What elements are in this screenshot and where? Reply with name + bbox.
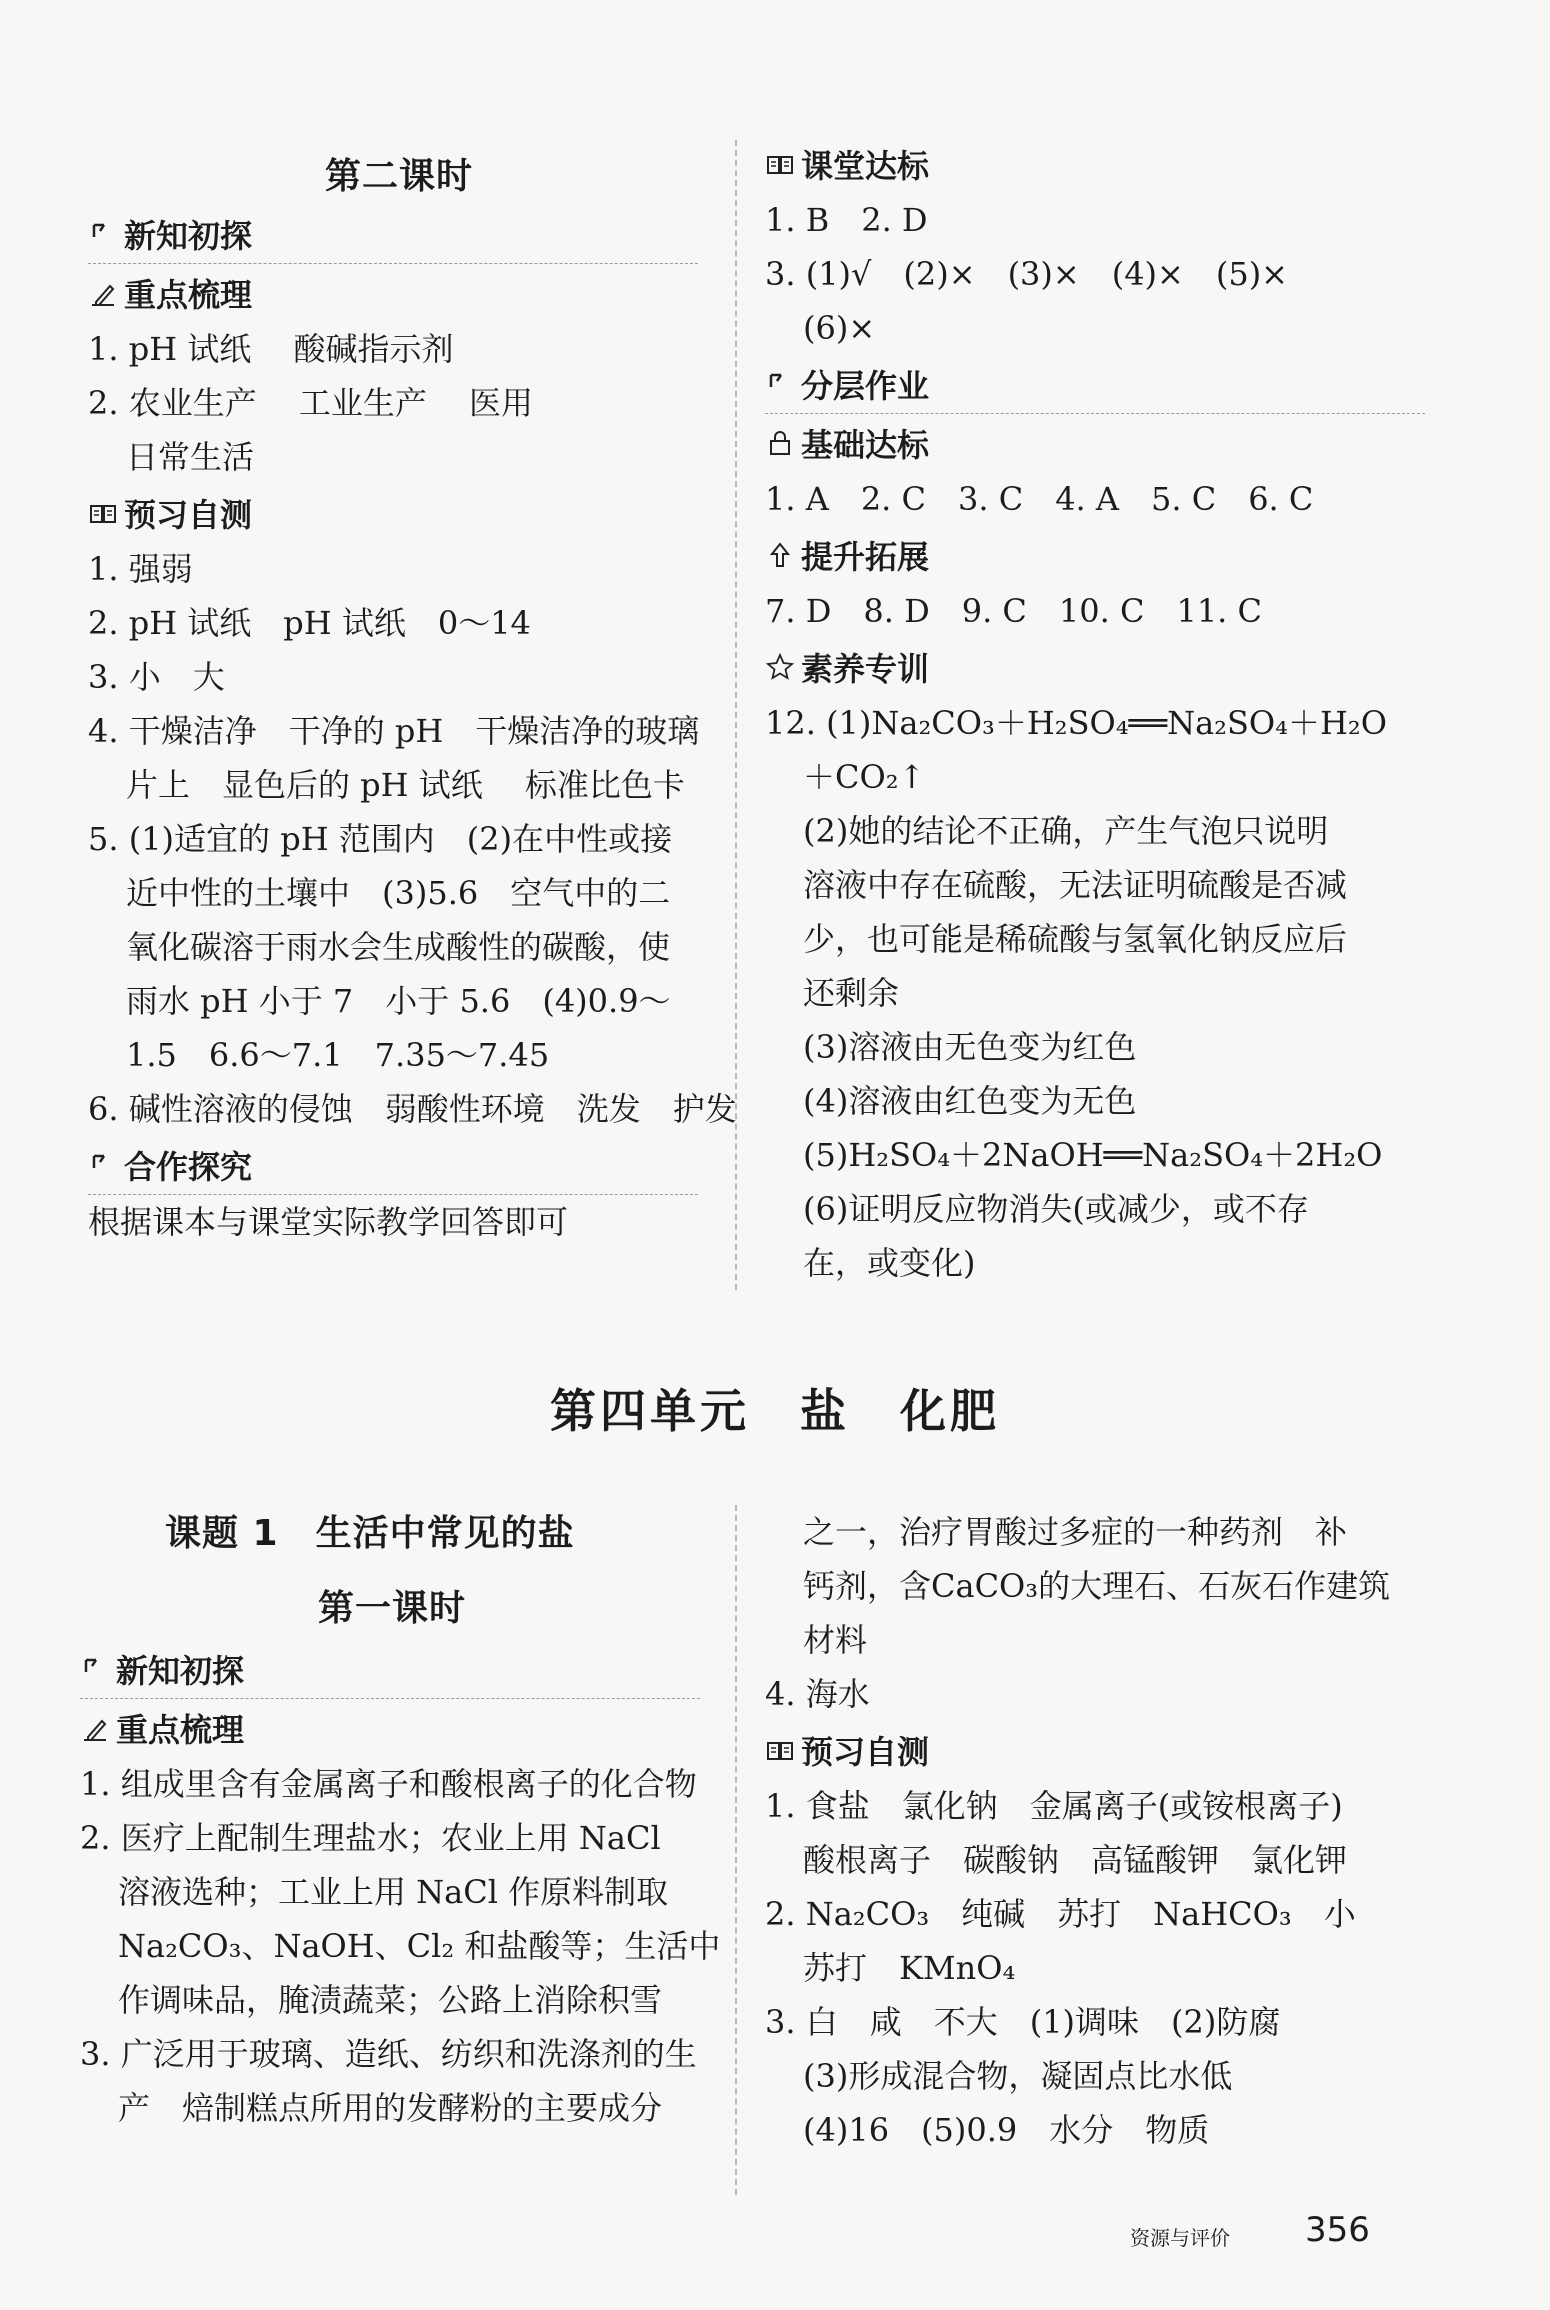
unit-title: 第四单元 盐 化肥 [550,1384,1000,1438]
yx-line: 3. 小 大 [88,658,225,696]
yx-line: 1. 强弱 [88,550,193,588]
upper-right-column [765,135,1425,1290]
hezuo-answer: 根据课本与课堂实际教学回答即可 [88,1203,569,1241]
section-zhongdian: 重点梳理 [80,1699,700,1757]
sy-line: (6)证明反应物消失(或减少，或不存 [803,1190,1309,1228]
section-zhongdian: 重点梳理 [88,264,698,322]
section-jichu: 基础达标 [765,414,1425,472]
pointer-icon [88,219,118,249]
zd-line: 2. 医疗上配制生理盐水；农业上用 NaCl [80,1819,661,1857]
kt-line: 1. B 2. D [765,201,928,239]
lock-icon [765,428,795,458]
yx-line: 6. 碱性溶液的侵蚀 弱酸性环境 洗发 护发 [88,1090,737,1128]
section-xinzhi: 新知初探 [80,1640,700,1699]
yx-line: 苏打 KMnO₄ [803,1949,1016,1987]
sy-line: 12. (1)Na₂CO₃＋H₂SO₄══Na₂SO₄＋H₂O [765,704,1387,742]
zd-line: 溶液选种；工业上用 NaCl 作原料制取 [118,1873,669,1911]
section-yuxi: 预习自测 [765,1721,1425,1779]
column-divider [735,1505,737,2195]
sy-line: (2)她的结论不正确，产生气泡只说明 [803,812,1329,850]
section-suyang: 素养专训 [765,638,1425,696]
pen-icon [80,1713,110,1743]
zd-line: 日常生活 [126,438,255,476]
yx-line: (3)形成混合物，凝固点比水低 [803,2057,1233,2095]
sy-line: (4)溶液由红色变为无色 [803,1082,1137,1120]
yx-line: 2. Na₂CO₃ 纯碱 苏打 NaHCO₃ 小 [765,1895,1356,1933]
yx-line: 5. (1)适宜的 pH 范围内 (2)在中性或接 [88,820,673,858]
upper-left-column [88,205,737,1249]
lower-right-column [765,1505,1425,2157]
column-divider [735,140,737,1290]
yx-line: 4. 干燥洁净 干净的 pH 干燥洁净的玻璃 [88,712,700,750]
yx-line: 1.5 6.6～7.1 7.35～7.45 [126,1036,550,1074]
cont-line: 钙剂，含CaCO₃的大理石、石灰石作建筑 [803,1567,1391,1605]
book-icon [88,498,118,528]
yx-line: 3. 白 咸 不大 (1)调味 (2)防腐 [765,2003,1281,2041]
lesson-title: 课题 1 生活中常见的盐 [165,1513,575,1554]
zd-line: Na₂CO₃、NaOH、Cl₂ 和盐酸等；生活中 [118,1927,721,1965]
yx-line: 近中性的土壤中 (3)5.6 空气中的二 [126,874,671,912]
yx-line: 雨水 pH 小于 7 小于 5.6 (4)0.9～ [126,982,671,1020]
arrow-up-icon [765,540,795,570]
zd-line: 2. 农业生产 工业生产 医用 [88,384,534,422]
cont-line: 材料 [803,1621,868,1659]
footer-label: 资源与评价 [1130,2226,1230,2250]
kt-line: (6)× [803,309,876,347]
section-yuxi: 预习自测 [88,484,698,542]
yx-line: 2. pH 试纸 pH 试纸 0～14 [88,604,531,642]
sy-line: 少，也可能是稀硫酸与氢氧化钠反应后 [803,920,1348,958]
zd-line: 3. 广泛用于玻璃、造纸、纺织和洗涤剂的生 [80,2035,697,2073]
yx-line: 片上 显色后的 pH 试纸 标准比色卡 [126,766,685,804]
ts-line: 7. D 8. D 9. C 10. C 11. C [765,592,1263,630]
jc-line: 1. A 2. C 3. C 4. A 5. C 6. C [765,480,1314,518]
page-number: 356 [1305,2210,1370,2250]
lesson2-title: 第二课时 [325,156,474,197]
section-tisheng: 提升拓展 [765,526,1425,584]
zd-line: 1. pH 试纸 酸碱指示剂 [88,330,454,368]
section-ketang: 课堂达标 [765,135,1425,193]
section-hezuo: 合作探究 [88,1136,698,1195]
book-icon [765,1735,795,1765]
sy-line: 溶液中存在硫酸，无法证明硫酸是否减 [803,866,1348,904]
zd-line: 产 焙制糕点所用的发酵粉的主要成分 [118,2089,663,2127]
sy-line: (3)溶液由无色变为红色 [803,1028,1137,1066]
zd-line: 1. 组成里含有金属离子和酸根离子的化合物 [80,1765,697,1803]
sy-line: 在，或变化) [803,1244,976,1282]
sy-line: 还剩余 [803,974,900,1012]
kt-line: 3. (1)√ (2)× (3)× (4)× (5)× [765,255,1288,293]
lower-left-column [80,1640,721,2135]
zd-line: 作调味品，腌渍蔬菜；公路上消除积雪 [118,1981,663,2019]
yx-line: (4)16 (5)0.9 水分 物质 [803,2111,1210,2149]
pointer-icon [88,1150,118,1180]
book-icon [765,149,795,179]
yx-line: 1. 食盐 氯化钠 金属离子(或铵根离子) [765,1787,1343,1825]
sy-line: (5)H₂SO₄＋2NaOH══Na₂SO₄＋2H₂O [803,1136,1383,1174]
section-xinzhi: 新知初探 [88,205,698,264]
pointer-icon [80,1654,110,1684]
section-fenceng: 分层作业 [765,355,1425,414]
lesson1-subtitle: 第一课时 [318,1588,467,1629]
pointer-icon [765,369,795,399]
yx-line: 酸根离子 碳酸钠 高锰酸钾 氯化钾 [803,1841,1348,1879]
pen-icon [88,278,118,308]
cont-line: 4. 海水 [765,1675,870,1713]
sy-line: ＋CO₂↑ [803,758,926,796]
yx-line: 氧化碳溶于雨水会生成酸性的碳酸，使 [126,928,671,966]
star-icon [765,652,795,682]
cont-line: 之一，治疗胃酸过多症的一种药剂 补 [803,1513,1348,1551]
